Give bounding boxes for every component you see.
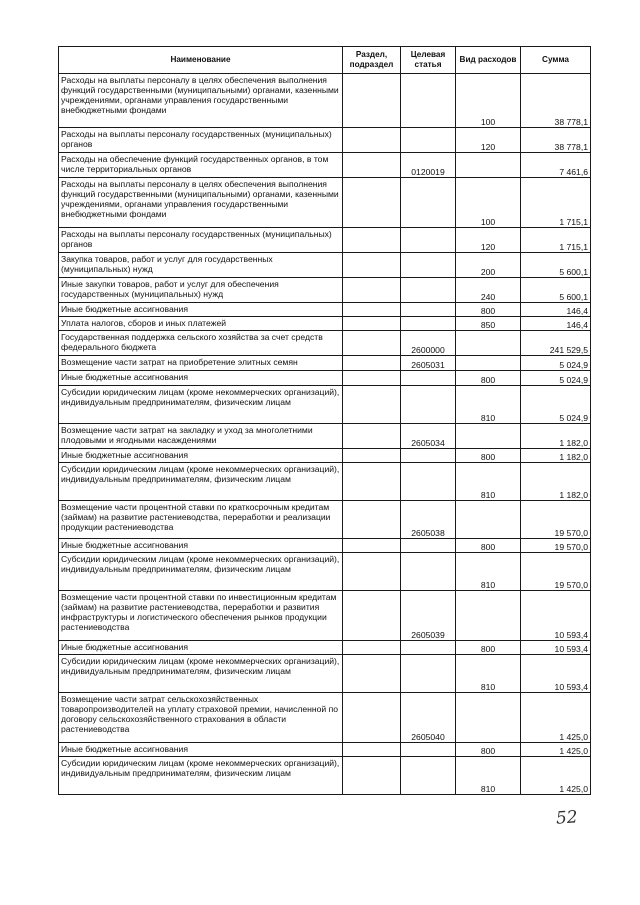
- cell-sum: 1 715,1: [521, 228, 591, 253]
- cell-name: Иные бюджетные ассигнования: [59, 371, 343, 386]
- cell-name: Иные бюджетные ассигнования: [59, 449, 343, 463]
- header-sum: Сумма: [521, 47, 591, 74]
- cell-expense-type: [456, 424, 521, 449]
- cell-sum: 7 461,6: [521, 153, 591, 178]
- cell-sum: 38 778,1: [521, 74, 591, 128]
- cell-sum: 5 024,9: [521, 356, 591, 371]
- cell-section: [343, 331, 401, 356]
- cell-section: [343, 591, 401, 641]
- cell-sum: 5 024,9: [521, 371, 591, 386]
- cell-section: [343, 743, 401, 757]
- cell-sum: 241 529,5: [521, 331, 591, 356]
- cell-sum: 19 570,0: [521, 501, 591, 539]
- cell-expense-type: 240: [456, 278, 521, 303]
- header-section: Раздел, подраздел: [343, 47, 401, 74]
- cell-expense-type: 810: [456, 553, 521, 591]
- cell-sum: 1 715,1: [521, 178, 591, 228]
- cell-target: 2605040: [401, 693, 456, 743]
- cell-name: Субсидии юридическим лицам (кроме некоммерческих организаций), индивидуальным предпринимателям, физическим лицам: [59, 757, 343, 795]
- cell-sum: 1 182,0: [521, 424, 591, 449]
- cell-section: [343, 303, 401, 317]
- cell-expense-type: [456, 693, 521, 743]
- table-row: [59, 693, 591, 743]
- cell-target: 2605038: [401, 501, 456, 539]
- cell-name: Расходы на выплаты персоналу в целях обеспечения выполнения функций государственными (муниципальными) органами, казенными учреждениями, органами управления государственными внебюджетными фондами: [59, 178, 343, 228]
- cell-target: 2600000: [401, 331, 456, 356]
- cell-name: Расходы на выплаты персоналу государственных (муниципальных) органов: [59, 228, 343, 253]
- cell-name: Расходы на обеспечение функций государственных органов, в том числе территориальных органов: [59, 153, 343, 178]
- cell-sum: 19 570,0: [521, 539, 591, 553]
- cell-expense-type: 810: [456, 757, 521, 795]
- table-row: [59, 743, 591, 757]
- table-row: [59, 178, 591, 228]
- cell-sum: 1 182,0: [521, 449, 591, 463]
- cell-sum: 19 570,0: [521, 553, 591, 591]
- cell-target: [401, 539, 456, 553]
- table-row: [59, 356, 591, 371]
- header-name: Наименование: [59, 47, 343, 74]
- cell-expense-type: 800: [456, 641, 521, 655]
- cell-section: [343, 386, 401, 424]
- cell-section: [343, 553, 401, 591]
- cell-expense-type: [456, 501, 521, 539]
- cell-target: [401, 128, 456, 153]
- cell-expense-type: 800: [456, 539, 521, 553]
- cell-target: 0120019: [401, 153, 456, 178]
- cell-sum: 1 425,0: [521, 693, 591, 743]
- cell-target: [401, 74, 456, 128]
- table-body: [59, 74, 591, 795]
- table-row: [59, 757, 591, 795]
- cell-target: [401, 641, 456, 655]
- table-row: [59, 539, 591, 553]
- cell-target: [401, 371, 456, 386]
- cell-section: [343, 655, 401, 693]
- table-row: [59, 317, 591, 331]
- cell-name: Субсидии юридическим лицам (кроме некоммерческих организаций), индивидуальным предпринимателям, физическим лицам: [59, 553, 343, 591]
- table-row: [59, 641, 591, 655]
- cell-expense-type: 100: [456, 178, 521, 228]
- cell-target: [401, 253, 456, 278]
- header-target: Целевая статья: [401, 47, 456, 74]
- cell-section: [343, 278, 401, 303]
- cell-sum: 10 593,4: [521, 655, 591, 693]
- cell-sum: 10 593,4: [521, 591, 591, 641]
- cell-expense-type: 810: [456, 463, 521, 501]
- cell-expense-type: 200: [456, 253, 521, 278]
- cell-expense-type: 120: [456, 228, 521, 253]
- cell-section: [343, 74, 401, 128]
- cell-name: Уплата налогов, сборов и иных платежей: [59, 317, 343, 331]
- cell-expense-type: 800: [456, 449, 521, 463]
- cell-name: Закупка товаров, работ и услуг для государственных (муниципальных) нужд: [59, 253, 343, 278]
- cell-name: Иные бюджетные ассигнования: [59, 539, 343, 553]
- cell-target: [401, 449, 456, 463]
- cell-expense-type: 100: [456, 74, 521, 128]
- cell-target: [401, 278, 456, 303]
- table-row: [59, 591, 591, 641]
- cell-target: [401, 743, 456, 757]
- cell-expense-type: 800: [456, 743, 521, 757]
- cell-sum: 1 425,0: [521, 757, 591, 795]
- cell-sum: 5 600,1: [521, 253, 591, 278]
- cell-target: 2605039: [401, 591, 456, 641]
- cell-section: [343, 228, 401, 253]
- cell-expense-type: 850: [456, 317, 521, 331]
- table-row: [59, 463, 591, 501]
- cell-section: [343, 539, 401, 553]
- table-row: [59, 553, 591, 591]
- cell-section: [343, 449, 401, 463]
- cell-expense-type: 810: [456, 655, 521, 693]
- cell-section: [343, 153, 401, 178]
- table-row: [59, 331, 591, 356]
- cell-expense-type: 800: [456, 371, 521, 386]
- table-row: [59, 228, 591, 253]
- cell-sum: 5 600,1: [521, 278, 591, 303]
- cell-name: Субсидии юридическим лицам (кроме некоммерческих организаций), индивидуальным предпринимателям, физическим лицам: [59, 655, 343, 693]
- cell-section: [343, 128, 401, 153]
- cell-section: [343, 463, 401, 501]
- table-row: [59, 74, 591, 128]
- cell-name: Субсидии юридическим лицам (кроме некоммерческих организаций), индивидуальным предпринимателям, физическим лицам: [59, 386, 343, 424]
- cell-name: Возмещение части затрат на приобретение элитных семян: [59, 356, 343, 371]
- cell-target: 2605034: [401, 424, 456, 449]
- table-row: [59, 303, 591, 317]
- table-row: [59, 253, 591, 278]
- cell-expense-type: 120: [456, 128, 521, 153]
- cell-target: [401, 757, 456, 795]
- budget-table: [58, 46, 591, 795]
- header-expense-type: Вид расходов: [456, 47, 521, 74]
- cell-target: [401, 553, 456, 591]
- cell-name: Возмещение части затрат сельскохозяйственных товаропроизводителей на уплату страховой премии, начисленной по договору сельскохозяйственного страхования в области растениеводства: [59, 693, 343, 743]
- table-row: [59, 501, 591, 539]
- cell-expense-type: 800: [456, 303, 521, 317]
- cell-sum: 10 593,4: [521, 641, 591, 655]
- cell-expense-type: 810: [456, 386, 521, 424]
- cell-name: Иные бюджетные ассигнования: [59, 303, 343, 317]
- cell-expense-type: [456, 331, 521, 356]
- cell-target: 2605031: [401, 356, 456, 371]
- table-row: [59, 371, 591, 386]
- cell-name: Государственная поддержка сельского хозяйства за счет средств федерального бюджета: [59, 331, 343, 356]
- table-row: [59, 128, 591, 153]
- table-row: [59, 655, 591, 693]
- cell-section: [343, 501, 401, 539]
- cell-name: Иные бюджетные ассигнования: [59, 743, 343, 757]
- cell-name: Возмещение части затрат на закладку и уход за многолетними плодовыми и ягодными насаждениями: [59, 424, 343, 449]
- cell-name: Субсидии юридическим лицам (кроме некоммерческих организаций), индивидуальным предпринимателям, физическим лицам: [59, 463, 343, 501]
- page-number: 52: [555, 807, 579, 829]
- cell-section: [343, 356, 401, 371]
- cell-section: [343, 693, 401, 743]
- cell-target: [401, 228, 456, 253]
- table-row: [59, 278, 591, 303]
- cell-target: [401, 303, 456, 317]
- cell-section: [343, 424, 401, 449]
- cell-name: Возмещение части процентной ставки по инвестиционным кредитам (займам) на развитие растениеводства, переработки и развития инфраструктуры и логистического обеспечения рынков продукции растениеводства: [59, 591, 343, 641]
- cell-name: Иные бюджетные ассигнования: [59, 641, 343, 655]
- cell-sum: 1 425,0: [521, 743, 591, 757]
- cell-target: [401, 386, 456, 424]
- cell-section: [343, 371, 401, 386]
- cell-target: [401, 178, 456, 228]
- cell-expense-type: [456, 591, 521, 641]
- cell-section: [343, 253, 401, 278]
- cell-section: [343, 641, 401, 655]
- cell-section: [343, 178, 401, 228]
- cell-sum: 146,4: [521, 303, 591, 317]
- cell-name: Расходы на выплаты персоналу в целях обеспечения выполнения функций государственными (муниципальными) органами, казенными учреждениями, органами управления государственными внебюджетными фондами: [59, 74, 343, 128]
- cell-section: [343, 757, 401, 795]
- cell-target: [401, 317, 456, 331]
- table-row: [59, 153, 591, 178]
- table-row: [59, 386, 591, 424]
- cell-name: Расходы на выплаты персоналу государственных (муниципальных) органов: [59, 128, 343, 153]
- cell-name: Возмещение части процентной ставки по краткосрочным кредитам (займам) на развитие растениеводства, переработки и реализации продукции растениеводства: [59, 501, 343, 539]
- cell-sum: 38 778,1: [521, 128, 591, 153]
- cell-target: [401, 463, 456, 501]
- cell-expense-type: [456, 356, 521, 371]
- cell-name: Иные закупки товаров, работ и услуг для обеспечения государственных (муниципальных) нужд: [59, 278, 343, 303]
- cell-sum: 5 024,9: [521, 386, 591, 424]
- cell-sum: 1 182,0: [521, 463, 591, 501]
- cell-section: [343, 317, 401, 331]
- cell-expense-type: [456, 153, 521, 178]
- cell-target: [401, 655, 456, 693]
- cell-sum: 146,4: [521, 317, 591, 331]
- header-row: [59, 47, 591, 74]
- table-row: [59, 424, 591, 449]
- table-row: [59, 449, 591, 463]
